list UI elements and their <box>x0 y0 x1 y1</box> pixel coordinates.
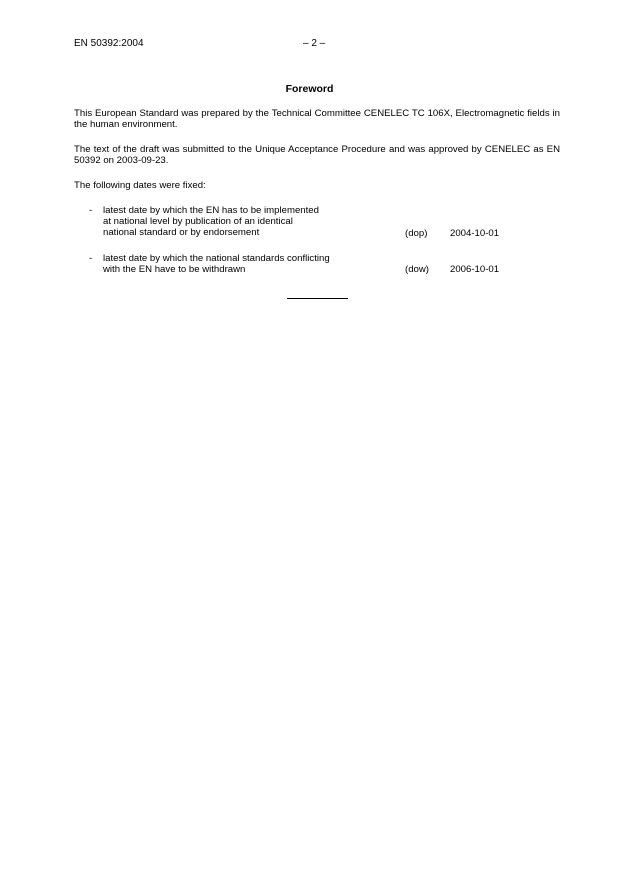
section-title: Foreword <box>285 83 334 95</box>
date-value: 2006-10-01 <box>450 263 500 275</box>
list-item-text <box>103 205 393 239</box>
list-item-text <box>103 253 393 275</box>
dates-list <box>74 205 560 289</box>
end-rule <box>287 298 348 299</box>
list-bullet: - <box>89 253 93 264</box>
page-number: – 2 – <box>303 38 326 49</box>
document-id: EN 50392:2004 <box>74 38 144 49</box>
list-item-line: national standard or by endorsement <box>103 227 260 239</box>
list-bullet: - <box>89 205 93 216</box>
list-item-dop <box>74 205 560 239</box>
list-item-line: with the EN have to be withdrawn <box>103 264 246 276</box>
paragraph-preparation: This European Standard was prepared by the Technical Committee CENELEC TC 106X, Electromagnetic fields in the human environment. <box>74 108 560 131</box>
date-abbreviation: (dow) <box>405 263 429 275</box>
list-item-line: latest date by which the national standards conflicting <box>103 253 330 264</box>
paragraph-approval: The text of the draft was submitted to the Unique Acceptance Procedure and was approved by CENELEC as EN 50392 on 2003-09-23. <box>74 144 560 167</box>
date-value: 2004-10-01 <box>450 227 500 239</box>
list-item-dow <box>74 253 560 275</box>
list-item-line: at national level by publication of an identical <box>103 216 293 228</box>
date-abbreviation: (dop) <box>405 227 428 239</box>
paragraph-dates-intro: The following dates were fixed: <box>74 180 206 191</box>
list-item-line: latest date by which the EN has to be implemented <box>103 205 319 216</box>
